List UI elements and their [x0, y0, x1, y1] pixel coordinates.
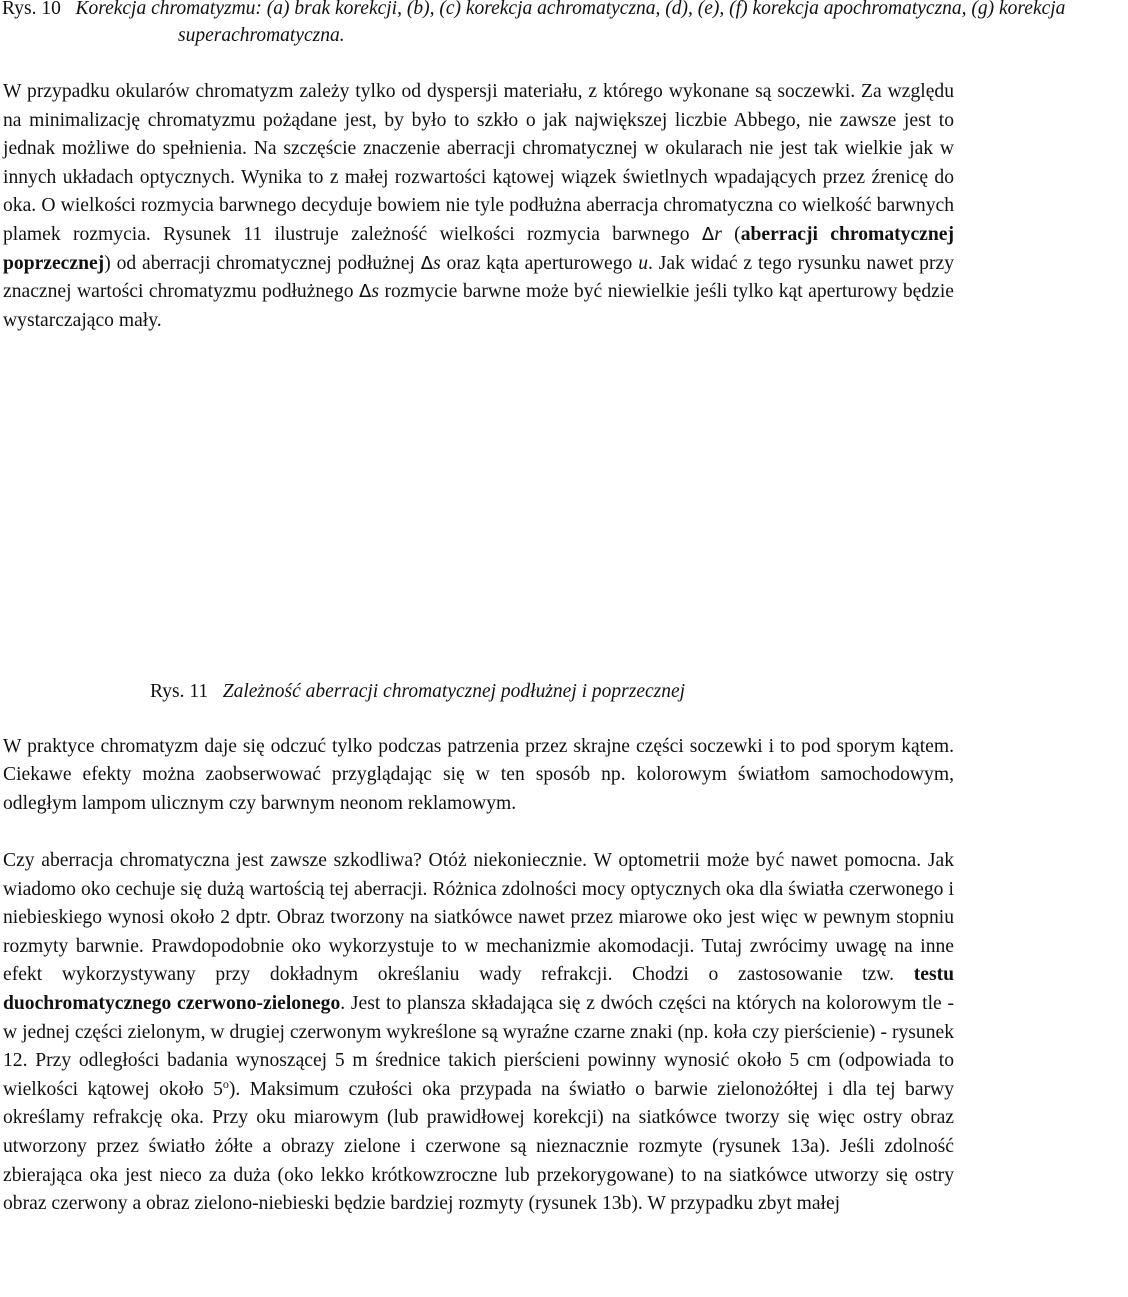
text-run: . Jest to plansza składająca się z dwóch części na których na kolorowym tle - w jednej części zielonym, w drugiej czerwonym wykreślone są wyraźne czarne znaki (np. koła czy pierścienie) - rysunek 12. Przy odległości badania wynoszącej 5 m średnice takich pierścieni powinny wynosić około 5 cm (odpowiada to wielkości kątowej około 5: [3, 992, 954, 1100]
text-run: ). Maksimum czułości oka przypada na światło o barwie zielonożółtej i dla tej barwy określamy refrakcję oka. Przy oku miarowym (lub prawidłowej korekcji) na siatkówce tworzy się więc ostry obraz utworzony przez światło żółte a obrazy zielone i czerwone są nieznacznie rozmyte (rysunek 13a). Jeśli zdolność zbierająca oka jest nieco za duża (oko lekko krótkowzroczne lub przekorygowane) to na siatkówce utworzy się ostry obraz czerwony a obraz zielono-niebieski będzie bardziej rozmyty (rysunek 13b). W przypadku zbyt małej: [3, 1078, 954, 1215]
caption-label: Rys.: [150, 681, 185, 702]
text-run: ) od aberracji chromatycznej podłużnej: [104, 252, 421, 274]
variable-r: r: [714, 223, 722, 245]
figure-caption-10: [2, 0, 1128, 49]
figure-11-area: [0, 400, 960, 670]
text-run: W przypadku okularów chromatyzm zależy tylko od dyspersji materiału, z którego wykonane są soczewki. Za względu na minimalizację chromatyzmu pożądane jest, by było to szkło o jak największej liczbie Abbego, nie zawsze jest to jednak możliwe do spełnienia. Na szczęście znaczenie aberracji chromatycznej w okularach nie jest tak wielkie jak w innych układach optycznych. Wynika to z małej rozwartości kątowej wiązek świetlnych wpadających przez źrenicę do oka. O wielkości rozmycia barwnego decyduje bowiem nie tyle podłużna aberracja chromatyczna co wielkość barwnych plamek rozmycia. Rysunek 11 ilustruje zależność wielkości rozmycia barwnego: [3, 81, 954, 245]
caption-text: Korekcja chromatyzmu: (a) brak korekcji, (b), (c) korekcja achromatyczna, (d), (e), (f) korekcja apochromatyczna, (g) korekcja superachromatyczna.: [75, 0, 1066, 46]
caption-number: 10: [41, 0, 61, 19]
variable-s: s: [371, 281, 379, 303]
paragraph-duochrome-test: [3, 847, 954, 1219]
figure-caption-11: [150, 678, 910, 705]
paragraph-chromatism-glasses: [3, 78, 954, 335]
delta-symbol: Δ: [359, 281, 372, 303]
variable-s: s: [433, 252, 441, 274]
text-run: . Jak widać z tego rysunku nawet przy znacznej wartości chromatyzmu podłużnego: [3, 252, 954, 303]
text-run: (: [721, 223, 741, 245]
text-run: rozmycie barwne może być niewielkie jeśli tylko kąt aperturowy będzie wystarczająco mały.: [3, 281, 955, 331]
delta-symbol: Δ: [701, 223, 715, 245]
text-run: oraz kąta aperturowego: [440, 252, 639, 274]
text-run: Czy aberracja chromatyczna jest zawsze szkodliwa? Otóż niekoniecznie. W optometrii może być nawet pomocna. Jak wiadomo oko cechuje się dużą wartością tej aberracji. Różnica zdolności mocy optycznych oka dla światła czerwonego i niebieskiego wynosi około 2 dptr. Obraz tworzony na siatkówce nawet przez miarowe oko jest więc w pewnym stopniu rozmyty barwnie. Prawdopodobnie oko wykorzystuje to w mechanizmie akomodacji. Tutaj zwrócimy uwagę na inne efekt wykorzystywany przy dokładnym określaniu wady refrakcji. Chodzi o zastosowanie tzw.: [3, 850, 954, 986]
paragraph-practice: W praktyce chromatyzm daje się odczuć tylko podczas patrzenia przez skrajne części soczewki i to pod sporym kątem. Ciekawe efekty można zaobserwować przyglądając się w ten sposób np. kolorowym światłom samochodowym, odległym lampom ulicznym czy barwnym neonom reklamowym.: [3, 736, 954, 814]
degree-superscript: o: [222, 1076, 229, 1091]
caption-number: 11: [189, 681, 209, 702]
bold-term: aberracji chromatycznej poprzecznej: [3, 223, 954, 274]
variable-u: u: [638, 252, 649, 274]
bold-term: testu duochromatycznego czerwono-zielonego: [3, 964, 954, 1014]
delta-symbol: Δ: [420, 252, 434, 274]
caption-text: Zależność aberracji chromatycznej podłużnej i poprzecznej: [222, 681, 686, 702]
caption-label: Rys.: [2, 0, 37, 19]
